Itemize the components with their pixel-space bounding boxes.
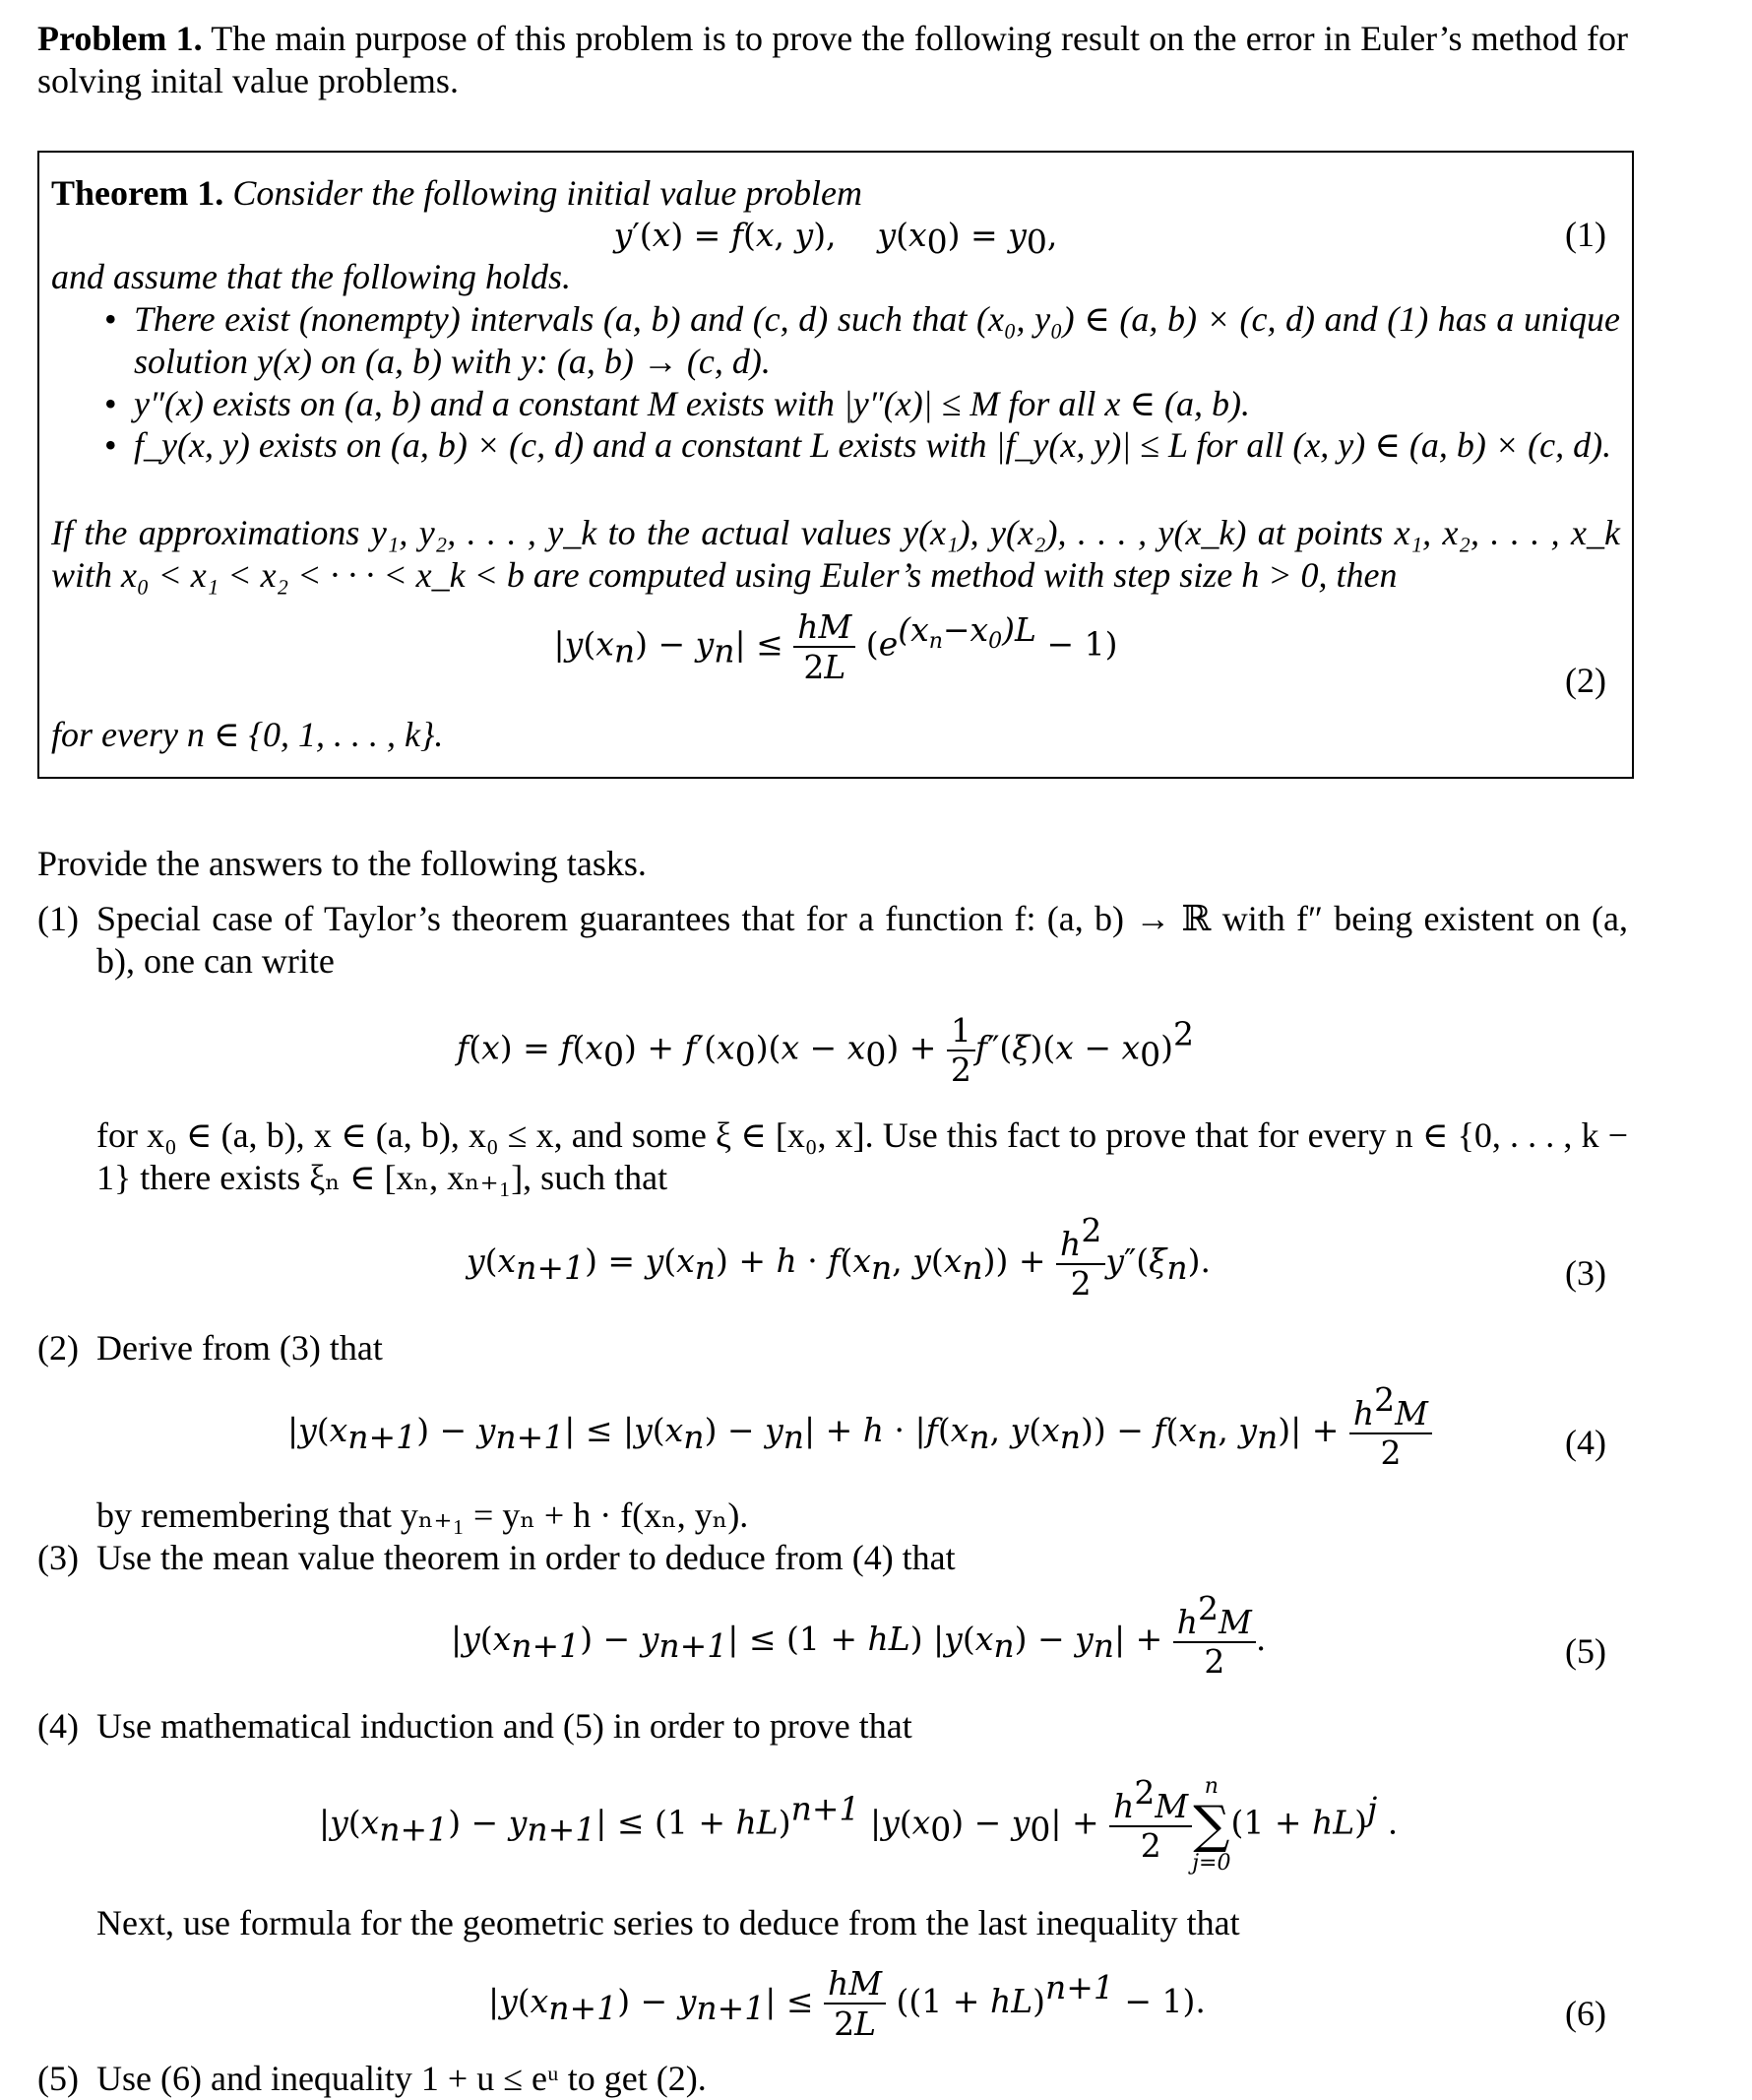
task-2-label: (2) xyxy=(37,1328,79,1368)
theorem-bullet-2: • y″(x) exists on (a, b) and a constant M exists with |y″(x)| ≤ M for all x ∈ (a, b). xyxy=(104,384,1250,423)
task-1-after: for x₀ ∈ (a, b), x ∈ (a, b), x₀ ≤ x, and some ξ ∈ [x₀, x]. Use this fact to prove that for every n ∈ {0, . . . , k − 1} there exists ξₙ ∈ [xₙ, xₙ₊₁], such that xyxy=(96,1115,1628,1197)
task-4-text: Use mathematical induction and (5) in order to prove that xyxy=(96,1706,912,1746)
task-1-label: (1) xyxy=(37,899,79,938)
task-1-text: Special case of Taylor’s theorem guarantees that for a function f: (a, b) → ℝ with f″ being existent on (a, b), one can write xyxy=(96,899,1628,981)
task-3-text: Use the mean value theorem in order to deduce from (4) that xyxy=(96,1538,956,1577)
task-5 xyxy=(37,2058,1628,2100)
equation-4-label: (4) xyxy=(1565,1423,1606,1462)
equation-2: $|y(x_n) - y_n|$ ≤ $\frac{hM}{2L}$ $(e^{(x_n-x_0)L} - 1)$ xyxy=(553,607,1118,686)
task-3-label: (3) xyxy=(37,1538,79,1577)
theorem-intro: Consider the following initial value problem xyxy=(232,173,862,213)
task-2 xyxy=(37,1327,1628,1369)
theorem-for-every: for every n ∈ {0, 1, . . . , k}. xyxy=(51,715,444,754)
theorem-bullet-1: • There exist (nonempty) intervals (a, b) and (c, d) such that (x₀, y₀) ∈ (a, b) × (c, d) and (1) has a unique solution y(x) on (a, b) with y: (a, b) → (c, d). xyxy=(104,299,1620,381)
equation-2-label: (2) xyxy=(1565,661,1606,700)
task-5-text: Use (6) and inequality 1 + u ≤ eᵘ to get (2). xyxy=(96,2059,707,2098)
task-4-after: Next, use formula for the geometric series to deduce from the last inequality that xyxy=(96,1903,1240,1942)
theorem-if-text: If the approximations y₁, y₂, . . . , y_k to the actual values y(x₁), y(x₂), . . . , y(x_k) at points x₁, x₂, . . . , x_k with x₀ < x₁ < x₂ < · · · < x_k < b are computed using Euler’s method with step size h > 0, then xyxy=(51,513,1620,595)
task-2-after: by remembering that yₙ₊₁ = yₙ + h · f(xₙ, yₙ). xyxy=(96,1495,749,1535)
problem-title: Problem 1. xyxy=(37,19,203,58)
task-1 xyxy=(37,898,1628,983)
problem-statement xyxy=(37,18,1628,102)
task-2-text: Derive from (3) that xyxy=(96,1328,383,1368)
equation-3-label: (3) xyxy=(1565,1253,1606,1293)
equation-1-label: (1) xyxy=(1565,215,1606,254)
task-4-label: (4) xyxy=(37,1706,79,1746)
equation-6-label: (6) xyxy=(1565,1994,1606,2033)
theorem-bullet-3: • f_y(x, y) exists on (a, b) × (c, d) and a constant L exists with |f_y(x, y)| ≤ L for all (x, y) ∈ (a, b) × (c, d). xyxy=(104,425,1612,465)
equation-5-label: (5) xyxy=(1565,1631,1606,1671)
tasks-intro: Provide the answers to the following tasks. xyxy=(37,844,647,883)
theorem-box xyxy=(37,151,1634,779)
task-3 xyxy=(37,1537,1628,1579)
theorem-assume: and assume that the following holds. xyxy=(51,257,572,296)
theorem-title: Theorem 1. xyxy=(51,173,224,213)
task-4 xyxy=(37,1705,1628,1748)
equation-1: y′(x) = f(x, y), $y(x_0) = y_0$, xyxy=(613,216,1058,261)
theorem-heading xyxy=(51,172,1620,215)
problem-intro: The main purpose of this problem is to prove the following result on the error in Euler’s method for solving inital value problems. xyxy=(37,19,1628,100)
task-5-label: (5) xyxy=(37,2059,79,2098)
